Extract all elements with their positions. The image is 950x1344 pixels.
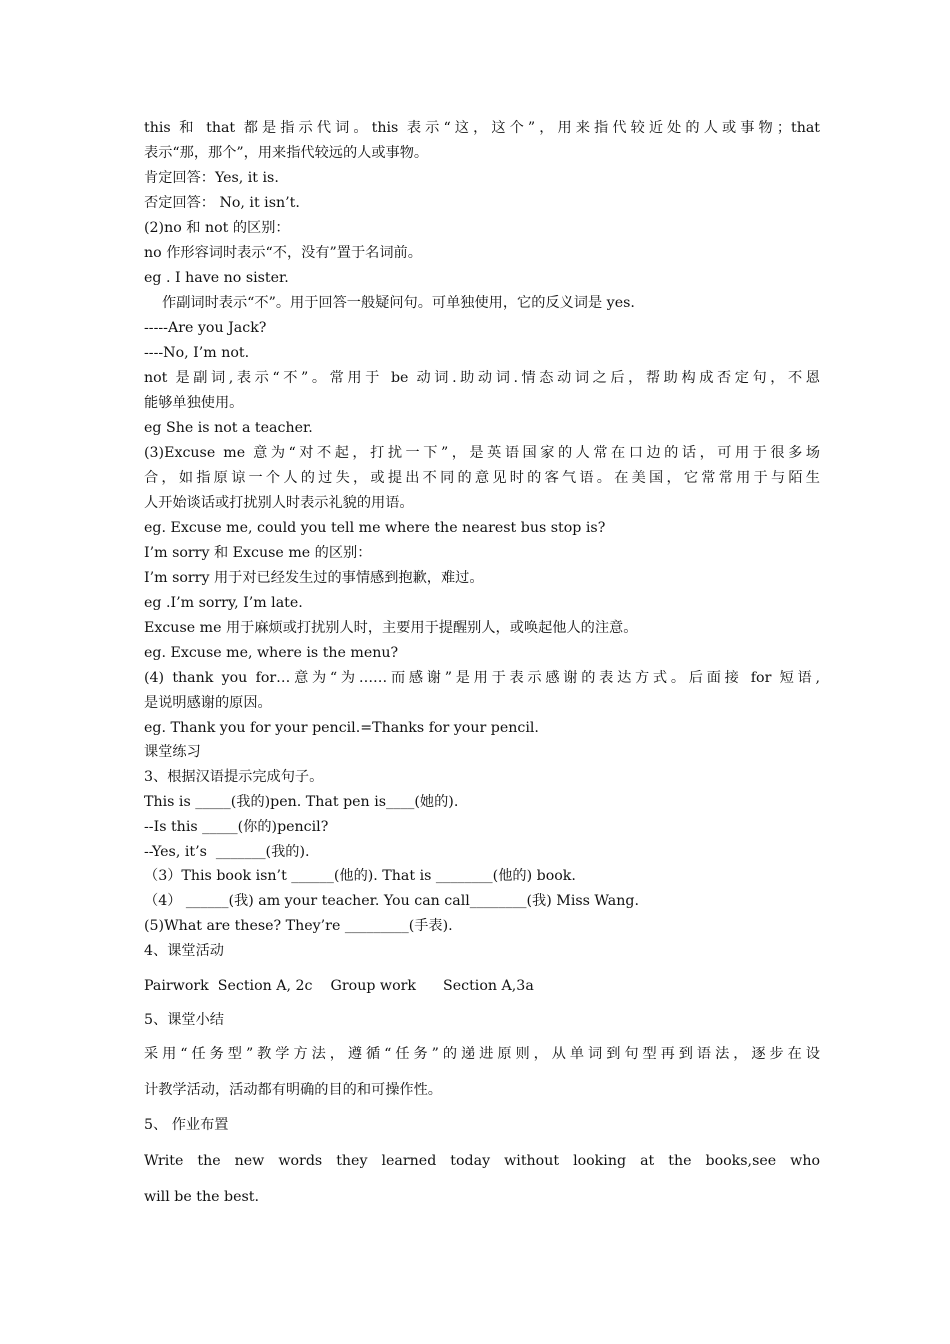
dialogue-line: -----Are you Jack? bbox=[144, 320, 267, 336]
example-line: eg She is not a teacher. bbox=[144, 420, 313, 436]
text-line: will be the best. bbox=[144, 1189, 259, 1205]
example-line: eg. Excuse me, where is the menu? bbox=[144, 645, 399, 661]
example-line: eg .I’m sorry, I’m late. bbox=[144, 595, 303, 611]
exercise-line: --Yes, it’s _______(我的). bbox=[144, 844, 310, 860]
text-line: I’m sorry 用于对已经发生过的事情感到抱歉，难过。 bbox=[144, 570, 484, 586]
text-line: no 作形容词时表示“不，没有”置于名词前。 bbox=[144, 245, 422, 261]
section-heading: 4、课堂活动 bbox=[144, 943, 224, 959]
text-line: 否定回答： No, it isn’t. bbox=[144, 195, 300, 211]
text-line: I’m sorry 和 Excuse me 的区别： bbox=[144, 545, 372, 561]
section-heading: (2)no 和 not 的区别： bbox=[144, 220, 290, 236]
text-line: 作副词时表示“不”。用于回答一般疑问句。可单独使用，它的反义词是 yes. bbox=[144, 295, 635, 311]
section-heading: 课堂练习 bbox=[144, 744, 201, 760]
exercise-line: --Is this _____(你的)pencil? bbox=[144, 819, 329, 835]
text-line: 表示“那，那个”，用来指代较远的人或事物。 bbox=[144, 145, 429, 161]
example-line: eg. Excuse me, could you tell me where the nearest bus stop is? bbox=[144, 520, 606, 536]
text-line: 合，如指原谅一个人的过失，或提出不同的意见时的客气语。在美国，它常常用于与陌生 bbox=[144, 470, 820, 486]
exercise-line: This is _____(我的)pen. That pen is____(她的). bbox=[144, 794, 459, 810]
section-heading: (4) thank you for…意为“为……而感谢”是用于表示感谢的表达方式。后面接 for 短语, bbox=[144, 670, 820, 686]
section-heading: 5、 作业布置 bbox=[144, 1117, 229, 1133]
exercise-line: （4） ______(我) am your teacher. You can call________(我) Miss Wang. bbox=[144, 893, 639, 909]
text-line: Excuse me 用于麻烦或打扰别人时，主要用于提醒别人，或唤起他人的注意。 bbox=[144, 620, 638, 636]
text-line: 人开始谈话或打扰别人时表示礼貌的用语。 bbox=[144, 495, 414, 511]
exercise-line: （3）This book isn’t ______(他的). That is ________(他的) book. bbox=[144, 868, 576, 884]
section-heading: (3)Excuse me 意为“对不起，打扰一下”，是英语国家的人常在口边的话，可用于很多场 bbox=[144, 445, 820, 461]
text-line: 肯定回答：Yes, it is. bbox=[144, 170, 279, 186]
text-line: 采用“任务型”教学方法，遵循“任务”的递进原则，从单词到句型再到语法，逐步在设 bbox=[144, 1046, 820, 1062]
text-line: Write the new words they learned today without looking at the books,see who bbox=[144, 1153, 820, 1169]
text-line: 能够单独使用。 bbox=[144, 395, 244, 411]
text-line: 计教学活动，活动都有明确的目的和可操作性。 bbox=[144, 1082, 442, 1098]
example-line: eg . I have no sister. bbox=[144, 270, 289, 286]
section-heading: 5、课堂小结 bbox=[144, 1012, 224, 1028]
text-line: this 和 that 都是指示代词。this 表示“这，这个”，用来指代较近处的人或事物；that bbox=[144, 120, 820, 136]
text-line: not 是副词,表示“不”。常用于 be 动词.助动词.情态动词之后，帮助构成否定句，不恩 bbox=[144, 370, 820, 386]
text-line: 是说明感谢的原因。 bbox=[144, 695, 272, 711]
exercise-line: (5)What are these? They’re _________(手表). bbox=[144, 918, 453, 934]
text-line: Pairwork Section A, 2c Group work Section A,3a bbox=[144, 978, 534, 994]
section-heading: 3、根据汉语提示完成句子。 bbox=[144, 769, 324, 785]
dialogue-line: ----No, I’m not. bbox=[144, 345, 250, 361]
example-line: eg. Thank you for your pencil.=Thanks for your pencil. bbox=[144, 720, 539, 736]
